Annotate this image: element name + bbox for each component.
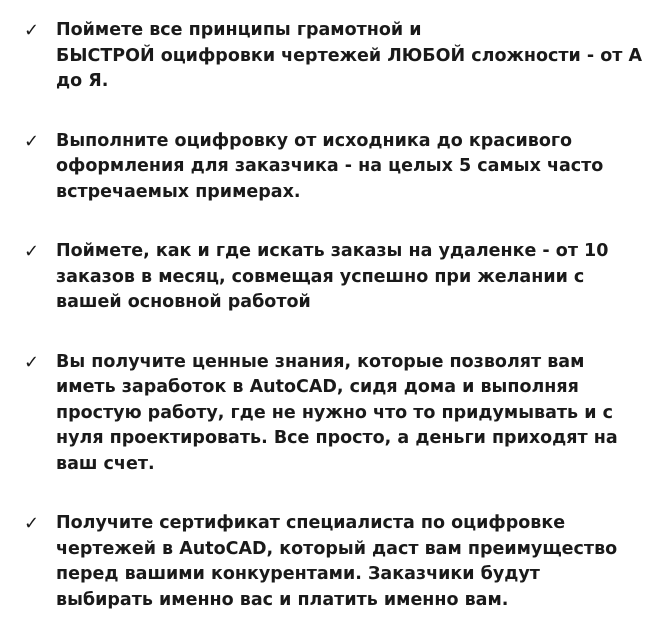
benefit-text [56, 511, 634, 613]
checkmark-icon: ✓ [24, 241, 40, 262]
benefit-line: иметь заработок в AutoCAD, сидя дома и выполняя [56, 377, 579, 397]
benefit-line: Вы получите ценные знания, которые позволят вам [56, 351, 585, 372]
benefit-item-2 [24, 129, 634, 206]
benefit-line: вашей основной работой [56, 292, 311, 312]
benefit-item-5 [24, 511, 634, 613]
benefit-text [56, 239, 634, 316]
benefit-line: Получите сертификат специалиста по оцифровке [56, 513, 566, 533]
checkmark-icon: ✓ [24, 513, 40, 534]
benefit-line: оформления для заказчика - на целых 5 самых часто [56, 156, 604, 176]
benefit-line: заказов в месяц, совмещая успешно при желании с [56, 266, 585, 287]
benefit-line: Выполните оцифровку от исходника до красивого [56, 130, 573, 151]
benefit-text [56, 350, 634, 478]
benefit-line: простую работу, где не нужно что то придумывать и с [56, 402, 613, 423]
benefit-line: перед вашими конкурентами. Заказчики будут [56, 564, 540, 584]
benefits-list [24, 18, 643, 613]
benefit-line: Поймете все принципы грамотной и [56, 20, 422, 40]
checkmark-icon: ✓ [24, 351, 40, 373]
benefit-line: Поймете, как и где искать заказы на удаленке - от 10 [56, 241, 609, 261]
benefit-text [56, 129, 634, 206]
checkmark-icon: ✓ [24, 130, 40, 152]
checkmark-icon: ✓ [24, 20, 40, 41]
benefit-text [56, 18, 642, 95]
benefit-line: ваш счет. [56, 453, 155, 474]
benefit-line: встречаемых примерах. [56, 181, 301, 202]
benefit-item-3 [24, 239, 634, 316]
benefit-line: БЫСТРОЙ оцифровки чертежей ЛЮБОЙ сложности - от А [56, 45, 643, 66]
benefit-item-1 [24, 18, 643, 95]
benefit-line: нуля проектировать. Все просто, а деньги приходят на [56, 428, 618, 448]
benefit-line: выбирать именно вас и платить именно вам. [56, 589, 509, 610]
benefit-line: чертежей в AutoCAD, который даст вам преимущество [56, 538, 618, 559]
benefit-item-4 [24, 350, 634, 478]
benefit-line: до Я. [56, 71, 109, 91]
